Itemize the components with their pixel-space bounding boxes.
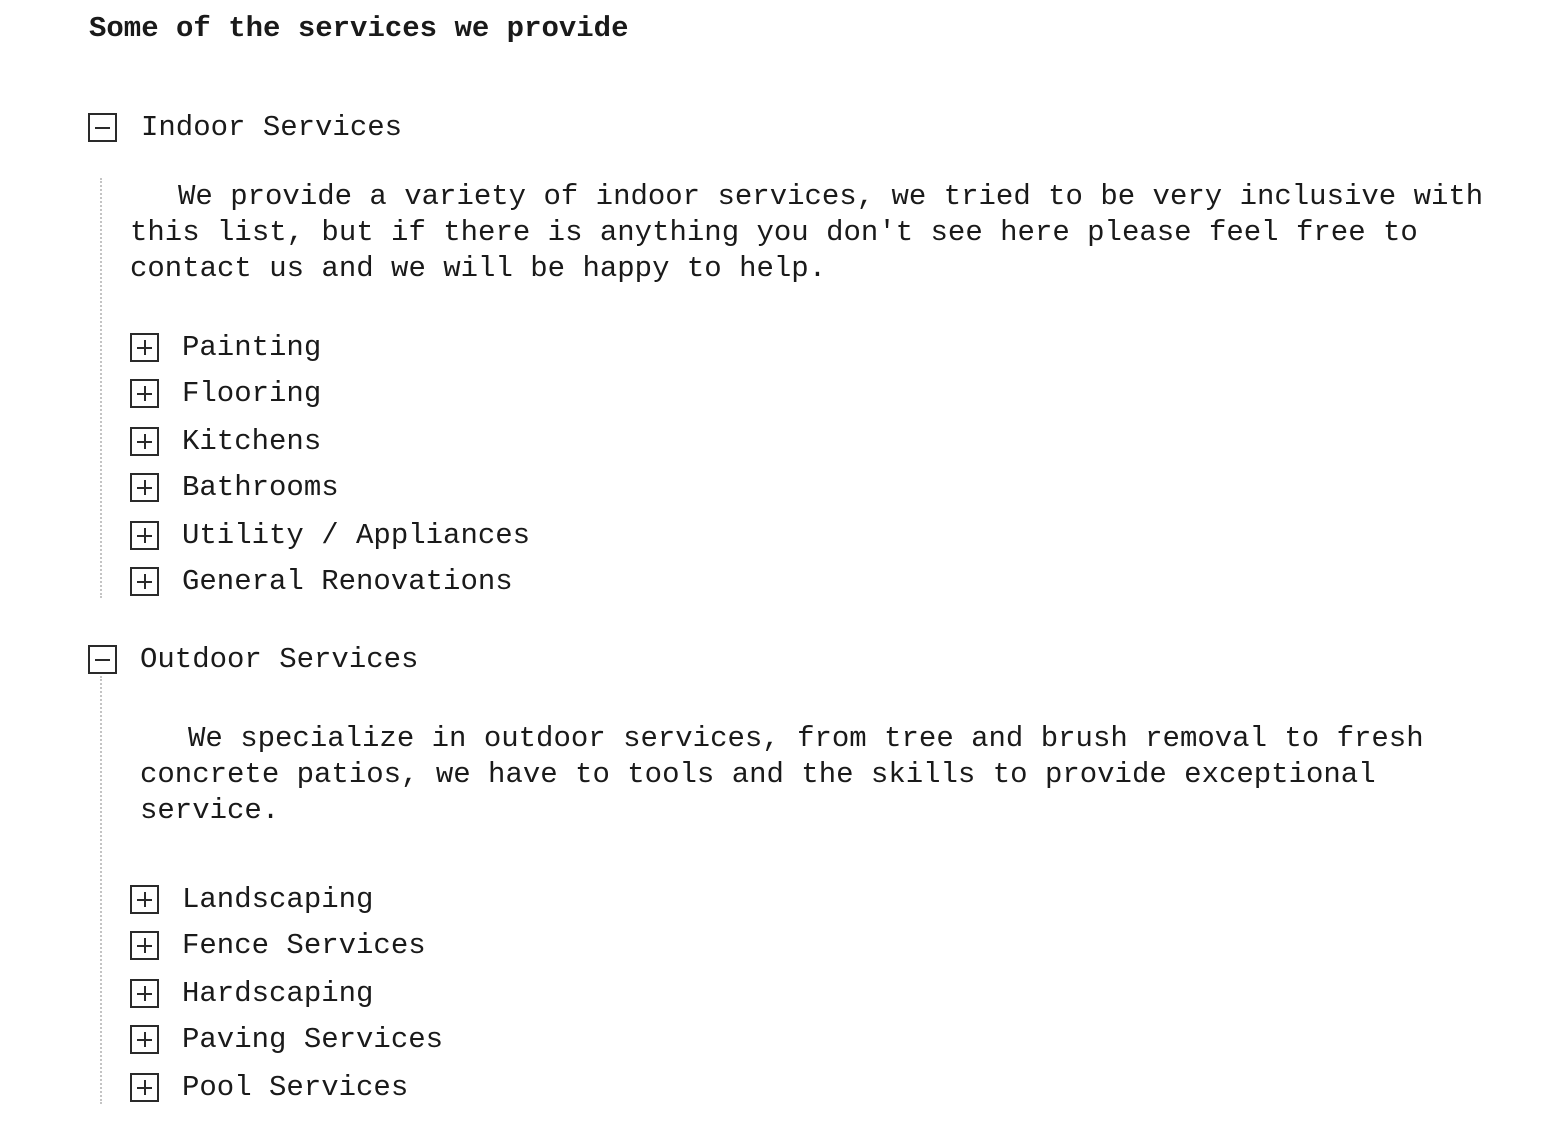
service-item-label[interactable]: General Renovations <box>182 565 513 598</box>
service-item-label[interactable]: Utility / Appliances <box>182 519 531 552</box>
service-item-label[interactable]: Kitchens <box>182 425 322 458</box>
expand-paving-services-icon[interactable] <box>130 1025 159 1054</box>
expand-landscaping-icon[interactable] <box>130 885 159 914</box>
expand-painting-icon[interactable] <box>130 333 159 362</box>
service-item-label[interactable]: Hardscaping <box>182 977 374 1010</box>
service-item-label[interactable]: Bathrooms <box>182 471 339 504</box>
indoor-tree-guide <box>100 178 102 598</box>
page-title: Some of the services we provide <box>89 12 629 45</box>
service-item-label[interactable]: Flooring <box>182 377 322 410</box>
expand-hardscaping-icon[interactable] <box>130 979 159 1008</box>
section-title-outdoor-services[interactable]: Outdoor Services <box>140 643 419 676</box>
collapse-outdoor-services-icon[interactable] <box>88 645 117 674</box>
service-item-label[interactable]: Landscaping <box>182 883 374 916</box>
expand-flooring-icon[interactable] <box>130 379 159 408</box>
section-title-indoor-services[interactable]: Indoor Services <box>141 111 403 144</box>
service-item-label[interactable]: Fence Services <box>182 929 426 962</box>
expand-general-renovations-icon[interactable] <box>130 567 159 596</box>
service-item-label[interactable]: Pool Services <box>182 1071 409 1104</box>
expand-pool-services-icon[interactable] <box>130 1073 159 1102</box>
outdoor-tree-guide <box>100 676 102 1104</box>
expand-fence-services-icon[interactable] <box>130 931 159 960</box>
expand-utility-appliances-icon[interactable] <box>130 521 159 550</box>
expand-bathrooms-icon[interactable] <box>130 473 159 502</box>
collapse-indoor-services-icon[interactable] <box>88 113 117 142</box>
indoor-services-description: We provide a variety of indoor services, we tried to be very inclusive with this list, but if there is anything you don't see here please feel free to contact us and we will be happy to help. <box>130 180 1484 285</box>
expand-kitchens-icon[interactable] <box>130 427 159 456</box>
outdoor-services-description: We specialize in outdoor services, from tree and brush removal to fresh concrete patios, we have to tools and the skills to provide exceptional service. <box>140 722 1424 827</box>
service-item-label[interactable]: Painting <box>182 331 322 364</box>
service-item-label[interactable]: Paving Services <box>182 1023 444 1056</box>
